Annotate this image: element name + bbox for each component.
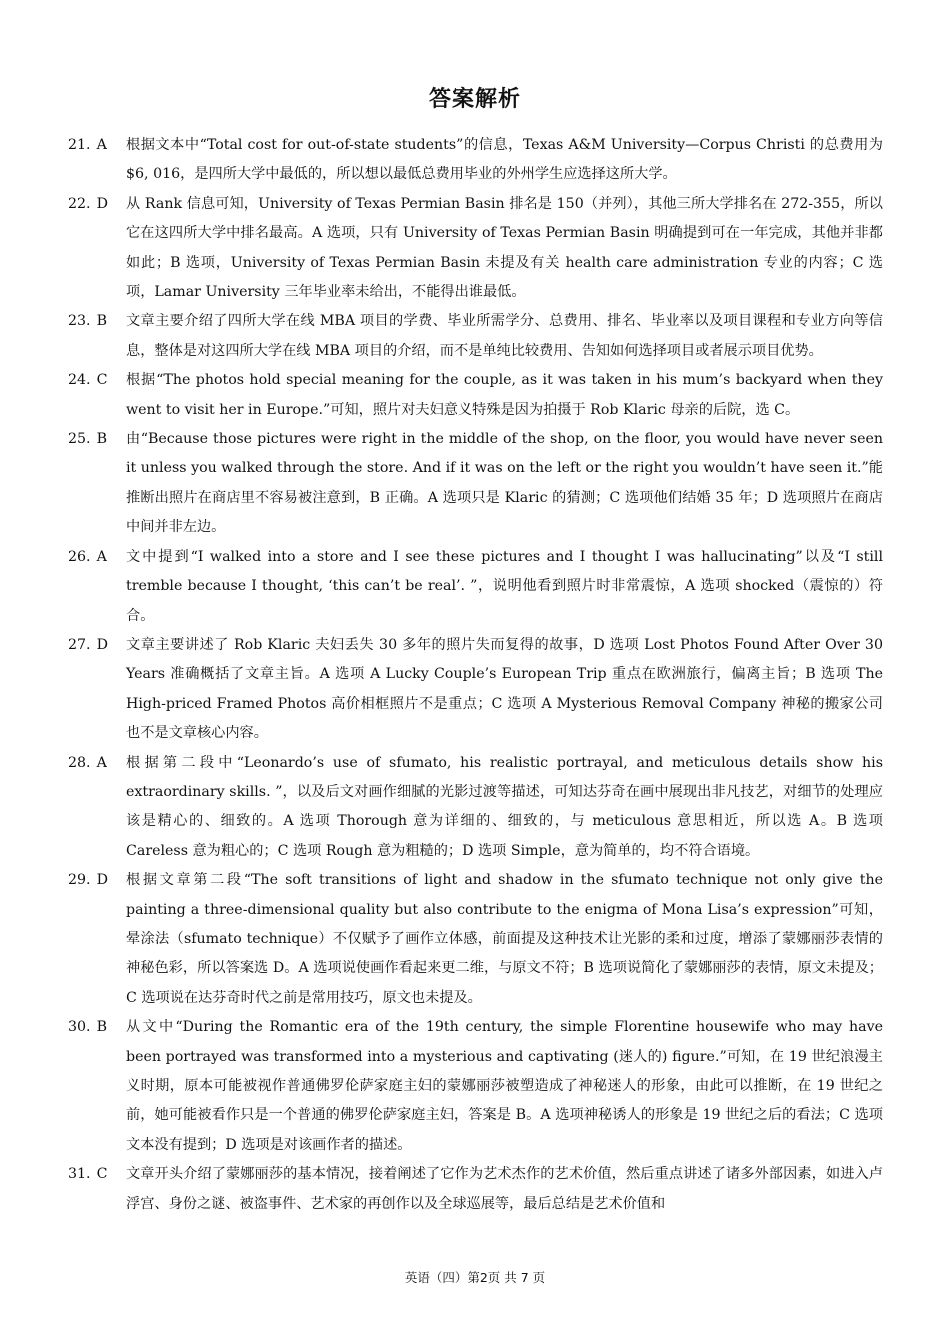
answer-item-21 <box>68 131 883 190</box>
question-number: 21. <box>68 137 91 153</box>
answer-item-25 <box>68 425 883 543</box>
answer-key: B <box>96 431 108 448</box>
answer-key: B <box>96 313 108 330</box>
question-number: 22. <box>68 195 91 212</box>
explanation-text: 从 Rank 信息可知，University of Texas Permian Basin 排名是 150（并列），其他三所大学排名在 272-355，所以它在这四所大学中排名最高。A 选项，只有 University of Texas Permian Basin 明确提到可在一年完成，其他并非都如此；B 选项，University of Texas Permian Basin 未提及有关 health care administration 专业的内容；C 选项，Lamar University 三年毕业率未给出，不能得出谁最低。 <box>126 195 883 301</box>
answer-item-30 <box>68 1013 883 1160</box>
answer-key: B <box>96 1019 108 1036</box>
page-title: 答案解析 <box>428 87 521 112</box>
answer-item-27 <box>68 631 883 749</box>
answer-item-22 <box>68 190 883 308</box>
question-number: 28. <box>68 754 91 771</box>
question-number: 24. <box>68 372 91 389</box>
explanation-text: 根据文本中“Total cost for out-of-state students”的信息，Texas A&M University—Corpus Christi 的总费用为 $6, 016，是四所大学中最低的，所以想以最低总费用毕业的外州学生应选择这所大学。 <box>126 137 883 183</box>
explanation-text: 根据第二段中“Leonardo’s use of sfumato, his realistic portrayal, and meticulous details show his extraordinary skills. ”，以及后文对画作细腻的光影过渡等描述，可知达芬奇在画中展现出非凡技艺，对细节的处理应该是精心的、细致的。A 选项 Thorough 意为详细的、细致的，与 meticulous 意思相近，所以选 A。B 选项 Careless 意为粗心的；C 选项 Rough 意为粗糙的；D 选项 Simple，意为简单的，均不符合语境。 <box>126 754 883 859</box>
answer-item-31 <box>68 1160 883 1219</box>
question-number: 27. <box>68 636 91 653</box>
question-number: 26. <box>68 548 91 565</box>
answer-item-29 <box>68 866 883 1013</box>
explanation-text: 由“Because those pictures were right in the middle of the shop, on the floor, you would have never seen it unless you walked through the store. And if it was on the left or the right you wouldn’t have seen it.”能推断出照片在商店里不容易被注意到，B 正确。A 选项只是 Klaric 的猜测；C 选项他们结婚 35 年；D 选项照片在商店中间并非左边。 <box>126 431 883 536</box>
answer-key: D <box>96 195 108 212</box>
question-number: 29. <box>68 872 91 889</box>
question-number: 23. <box>68 313 91 330</box>
answer-item-24 <box>68 366 883 425</box>
answer-key: D <box>96 636 108 653</box>
explanation-text: 文章主要介绍了四所大学在线 MBA 项目的学费、毕业所需学分、总费用、排名、毕业率以及项目课程和专业方向等信息，整体是对这四所大学在线 MBA 项目的介绍，而不是单纯比较费用、告知如何选择项目或者展示项目优势。 <box>126 313 883 359</box>
answer-list <box>68 131 883 1219</box>
answer-key: A <box>96 137 107 153</box>
explanation-text: 文章主要讲述了 Rob Klaric 夫妇丢失 30 多年的照片失而复得的故事，D 选项 Lost Photos Found After Over 30 Years 准确概括了文章主旨。A 选项 A Lucky Couple’s European Trip 重点在欧洲旅行，偏离主旨；B 选项 The High-priced Framed Photos 高价相框照片不是重点；C 选项 A Mysterious Removal Company 神秘的搬家公司也不是文章核心内容。 <box>126 636 883 742</box>
answer-key: C <box>96 372 108 389</box>
page-footer: 英语（四）第2页 共 7 页 <box>404 1270 546 1285</box>
explanation-text: 根据“The photos hold special meaning for the couple, as it was taken in his mum’s backyard when they went to visit her in Europe.”可知，照片对夫妇意义特殊是因为拍摄于 Rob Klaric 母亲的后院，选 C。 <box>126 372 883 418</box>
answer-key: A <box>96 754 107 771</box>
explanation-text: 根据文章第二段“The soft transitions of light and shadow in the sfumato technique not only give the painting a three-dimensional quality but also contribute to the enigma of Mona Lisa’s expression”可知，晕涂法（sfumato technique）不仅赋予了画作立体感，前面提及这种技术让光影的柔和过度，增添了蒙娜丽莎表情的神秘色彩，所以答案选 D。A 选项说使画作看起来更二维，与原文不符；B 选项说简化了蒙娜丽莎的表情，原文未提及；C 选项说在达芬奇时代之前是常用技巧，原文也未提及。 <box>126 872 883 1006</box>
answer-key: C <box>96 1166 108 1183</box>
question-number: 31. <box>68 1166 91 1183</box>
question-number: 30. <box>68 1019 91 1036</box>
answer-item-26 <box>68 543 883 631</box>
explanation-text: 文章开头介绍了蒙娜丽莎的基本情况，接着阐述了它作为艺术杰作的艺术价值，然后重点讲述了诸多外部因素，如进入卢浮宫、身份之谜、被盗事件、艺术家的再创作以及全球巡展等，最后总结是艺术价值和 <box>126 1166 883 1212</box>
answer-key: D <box>96 872 108 889</box>
explanation-text: 文中提到“I walked into a store and I see these pictures and I thought I was hallucinating”以及“I still tremble because I thought, ‘this can’t be real’. ”，说明他看到照片时非常震惊，A 选项 shocked（震惊的）符合。 <box>126 548 883 624</box>
explanation-text: 从文中“During the Romantic era of the 19th century, the simple Florentine housewife who may have been portrayed was transformed into a mysterious and captivating (迷人的) figure.”可知，在 19 世纪浪漫主义时期，原本可能被视作普通佛罗伦萨家庭主妇的蒙娜丽莎被塑造成了神秘迷人的形象，由此可以推断，在 19 世纪之前，她可能被看作只是一个普通的佛罗伦萨家庭主妇，答案是 B。A 选项神秘诱人的形象是 19 世纪之后的看法；C 选项文本没有提到；D 选项是对该画作者的描述。 <box>126 1019 883 1153</box>
answer-item-23 <box>68 307 883 366</box>
answer-item-28 <box>68 749 883 867</box>
question-number: 25. <box>68 431 91 448</box>
answer-key: A <box>96 548 107 565</box>
